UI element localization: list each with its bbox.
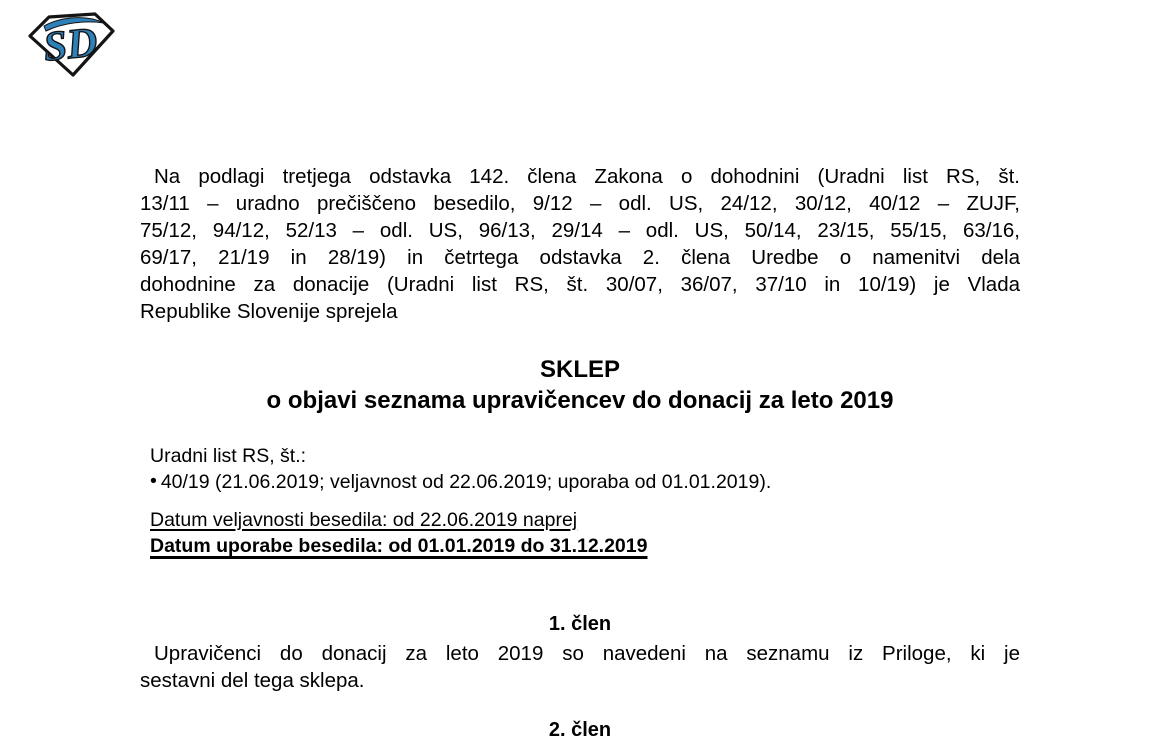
intro-paragraph [140,164,1020,325]
gazette-label: Uradni list RS, št.: [150,445,307,467]
document-title [140,354,1020,416]
logo-letters: SD [41,19,100,71]
intro-line-6: Republike Slovenije sprejela [140,299,398,323]
article-1-line-1: Upravičenci do donacij za leto 2019 so navedeni na seznamu iz Priloge, ki je [154,642,1020,665]
intro-line-5: dohodnine za donacije (Uradni list RS, št. 30/07, 36/07, 37/10 in 10/19) je Vlada [140,272,1020,296]
title-line: SKLEP [539,356,620,383]
usage-date-line: Datum uporabe besedila: od 01.01.2019 do 31.12.2019 [150,535,648,557]
intro-line-4: 69/17, 21/19 in 28/19) in četrtega odstavka 2. člena Uredbe o namenitvi dela [140,245,1020,269]
article-1-paragraph [140,641,1020,695]
article-1-line-2: sestavni del tega sklepa. [140,668,365,692]
subtitle-line: o objavi seznama upravičencev do donacij za leto 2019 [266,387,894,414]
intro-line-3: 75/12, 94/12, 52/13 – odl. US, 96/13, 29/14 – odl. US, 50/14, 23/15, 55/15, 63/16, [140,218,1020,242]
gazette-item-text: 40/19 (21.06.2019; veljavnost od 22.06.2019; uporaba od 01.01.2019). [160,471,772,493]
document-content [140,0,1020,743]
gazette-list-item [150,471,771,494]
sd-shield-logo-svg [24,10,118,78]
article-2-heading: 2. člen [548,719,612,741]
sd-shield-logo [24,10,118,78]
validity-date-line: Datum veljavnosti besedila: od 22.06.2019 naprej [150,509,578,531]
article-1-heading: 1. člen [548,613,612,635]
intro-line-2: 13/11 – uradno prečiščeno besedilo, 9/12 – odl. US, 24/12, 30/12, 40/12 – ZUJF, [140,191,1020,215]
intro-line-1: Na podlagi tretjega odstavka 142. člena Zakona o dohodnini (Uradni list RS, št. [154,165,1020,188]
bullet-icon: • [150,470,157,492]
